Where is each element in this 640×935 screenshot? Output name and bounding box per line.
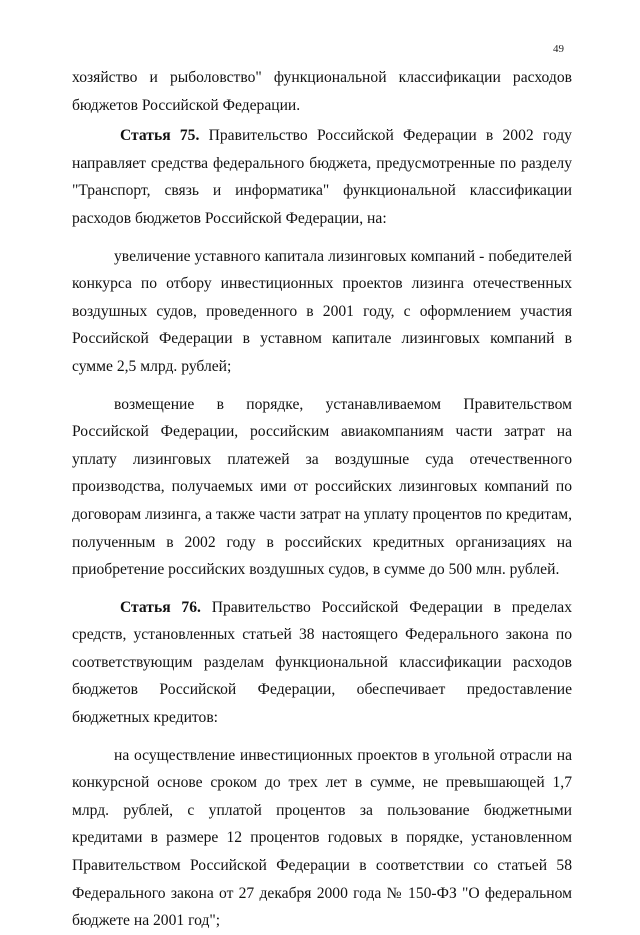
- article-75-item-compensation: [72, 391, 572, 584]
- article-label: Статья 75.: [120, 127, 200, 145]
- paragraph-continuation: [72, 64, 572, 119]
- article-75-item-capital: [72, 243, 572, 381]
- paragraph-text: Правительство Российской Федерации в пределах средств, установленных статьей 38 настоящего Федерального закона по соответствующим разделам функциональной классификации расходов бюджетов Российской Федерации, обеспечивает предоставление бюджетных кредитов:: [72, 598, 572, 727]
- paragraph-text: возмещение в порядке, устанавливаемом Правительством Российской Федерации, российским авиакомпаниям части затрат на уплату лизинговых платежей за воздушные суда отечественного производства, получаемых ими от российских лизинговых компаний по договорам лизинга, а также части затрат на уплату процентов по кредитам, полученным в 2002 году в российских кредитных организациях на приобретение российских воздушных судов, в сумме до 500 млн. рублей.: [72, 395, 572, 579]
- paragraph-text: на осуществление инвестиционных проектов в угольной отрасли на конкурсной основе сроком до трех лет в сумме, не превышающей 1,7 млрд. рублей, с уплатой процентов за пользование бюджетными кредитами в размере 12 процентов годовых в порядке, установленном Правительством Российской Федерации в соответствии со статьей 58 Федерального закона от 27 декабря 2000 года № 150-ФЗ "О федеральном бюджете на 2001 год";: [72, 746, 572, 930]
- article-label: Статья 76.: [120, 598, 201, 616]
- document-body: [72, 64, 572, 935]
- paragraph-text: увеличение уставного капитала лизинговых компаний - победителей конкурса по отбору инвестиционных проектов лизинга отечественных воздушных судов, проведенного в 2001 году, с оформлением участия Российской Федерации в уставном капитале лизинговых компаний в сумме 2,5 млрд. рублей;: [72, 247, 572, 375]
- paragraph-text: хозяйство и рыболовство" функциональной классификации расходов бюджетов Российской Федерации.: [72, 69, 572, 114]
- article-76-intro: [72, 594, 572, 732]
- article-75-intro: [72, 122, 572, 232]
- paragraph-text: Правительство Российской Федерации в 2002 году направляет средства федерального бюджета, предусмотренные по разделу "Транспорт, связь и информатика" функциональной классификации расходов бюджетов Российской Федерации, на:: [72, 127, 572, 227]
- article-76-item-coal: [72, 742, 572, 935]
- page-number: 49: [553, 43, 564, 55]
